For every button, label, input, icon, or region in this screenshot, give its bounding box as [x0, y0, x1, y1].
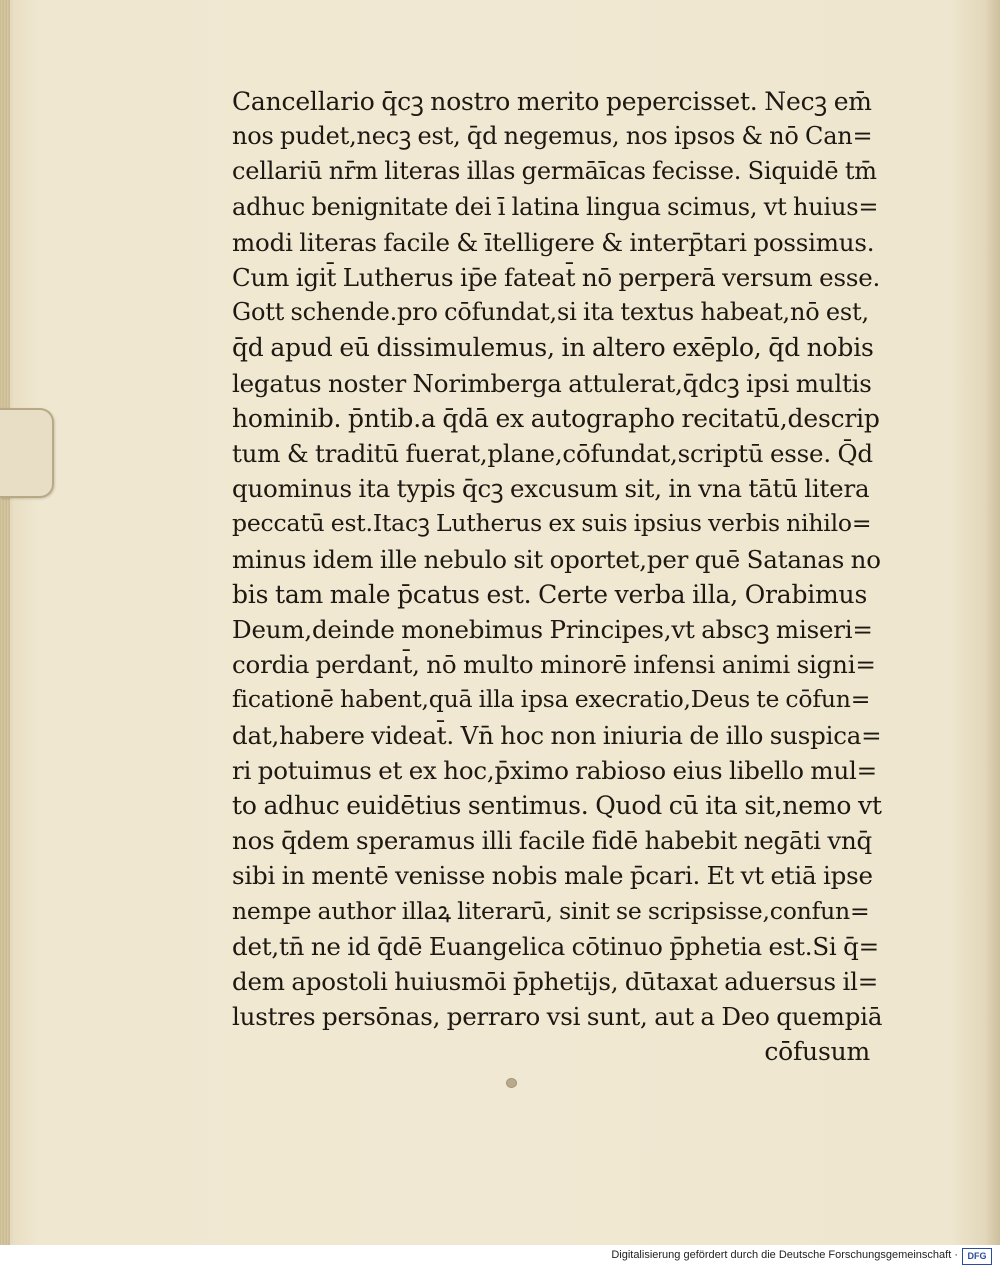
text-line: bis tam male p̄catus est. Certe verba illa, Orabimus — [232, 579, 868, 609]
text-line: quominus ita typis q̄cꝫ excusum sit, in vna tātū litera — [232, 474, 870, 504]
text-line: minus idem ille nebulo sit oportet,per quē Satanas no — [232, 544, 881, 574]
text-line: dat,habere videat̄. Vn̄ hoc non iniuria de illo suspica= — [232, 720, 882, 750]
text-line: ficationē habent,quā illa ipsa execratio,Deus te cōfun= — [232, 685, 871, 714]
text-line: tum & traditū fuerat,plane,cōfundat,scriptū esse. Q̄d — [232, 439, 873, 469]
paper-blemish — [506, 1078, 517, 1088]
text-line: peccatū est.Itacꝫ Lutherus ex suis ipsius verbis nihilo= — [232, 509, 872, 538]
text-line: Cancellario q̄cꝫ nostro merito pepercisset. Necꝫ em̄ — [232, 87, 872, 116]
text-line: sibi in mentē venisse nobis male p̄cari. Et vt etiā ipse — [232, 861, 873, 891]
text-line: lustres persōnas, perraro vsi sunt, aut a Deo quempiā — [232, 1002, 883, 1032]
catchword: cōfusum — [764, 1037, 870, 1067]
footer-bar — [0, 1245, 1000, 1268]
dfg-logo: DFG — [962, 1248, 992, 1265]
text-line: Cum igit̄ Lutherus ip̄e fateat̄ nō perperā versum esse. — [232, 263, 881, 293]
text-line: to adhuc euidētius sentimus. Quod cū ita sit,nemo vt — [232, 791, 882, 821]
text-line: legatus noster Norimberga attulerat,q̄dcꝫ ipsi multis — [232, 368, 872, 398]
text-line: Deum,deinde monebimus Principes,vt abscꝫ miseri= — [232, 615, 873, 645]
text-line: det,tn̄ ne id q̄dē Euangelica cōtinuo p̄phetia est.Si q̄= — [232, 931, 879, 961]
text-line: hominib. p̄ntib.a q̄dā ex autographo recitatū,descrip — [232, 403, 880, 433]
text-line: ri potuimus et ex hoc,p̄ximo rabioso eius libello mul= — [232, 755, 877, 785]
text-line: cordia perdant̄, nō multo minorē infensi animi signi= — [232, 650, 876, 680]
funding-notice: Digitalisierung gefördert durch die Deutsche Forschungsgemeinschaft · — [611, 1249, 958, 1261]
page-edge-stack — [0, 0, 10, 1245]
text-line: Gott schende.pro cōfundat,si ita textus habeat,nō est, — [232, 298, 869, 327]
text-line: q̄d apud eū dissimulemus, in altero exēplo, q̄d nobis — [232, 333, 874, 363]
text-line: modi literas facile & ītelligere & interp̄tari possimus. — [232, 227, 875, 257]
text-block — [232, 84, 882, 1070]
text-line: dem apostoli huiusmōi p̄phetijs, dūtaxat aduersus il= — [232, 967, 879, 997]
text-line: nos pudet,necꝫ est, q̄d negemus, nos ipsos & nō Can= — [232, 122, 873, 151]
page-clip — [0, 408, 54, 498]
text-line: cellariū nr̄m literas illas germāīcas fecisse. Siquidē tm̄ — [232, 157, 877, 186]
text-line: adhuc benignitate dei ī latina lingua scimus, vt huius= — [232, 192, 879, 221]
text-line: nos q̄dem speramus illi facile fidē habebit negāti vnq̄ — [232, 826, 873, 856]
text-line: nempe author illaꝝ literarū, sinit se scripsisse,confun= — [232, 896, 870, 925]
